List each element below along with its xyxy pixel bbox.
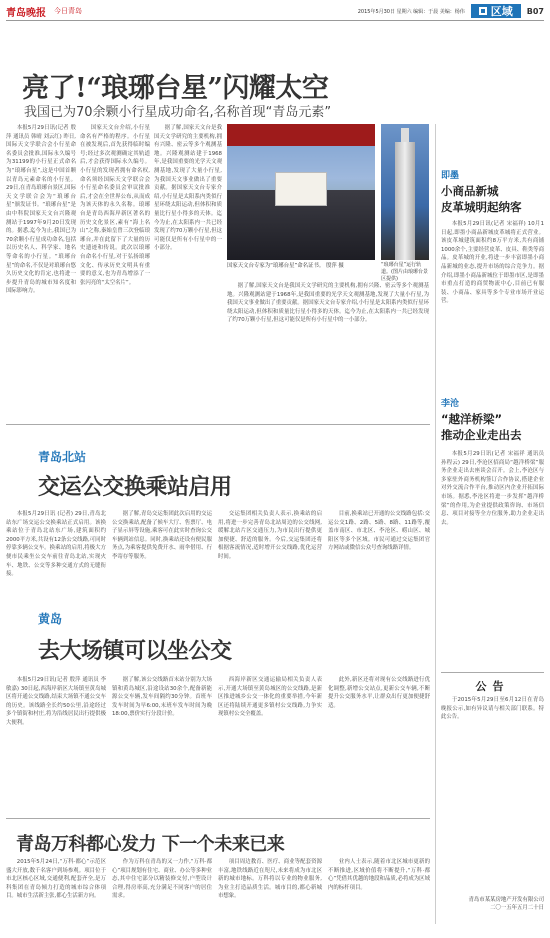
north-col2 — [112, 510, 212, 604]
north-col4 — [328, 510, 430, 604]
sidebar-text-2 — [441, 450, 544, 670]
huangdao-col2 — [112, 676, 212, 772]
main-article-col4 — [227, 282, 429, 418]
paragraph: 据了解,国家天文台是我国天文学研究的主要机构,拥有兴隆、密云等多个观测基地。兴隆观测站建于1968年,是我国重要的光学天文观测基地,发现了大量小行星,为我国天文事业做出了重要贡献。据国家天文台专家介绍,小行星是太阳系内类似行星环绕太阳运动,但体积和质量比行星小得多的天体。迄今为止,在太阳系内一共已经发现了约70万颗小行星,但这可能仅是所有小行星中的一小部分。 — [154, 125, 222, 252]
wanke-col2 — [112, 858, 212, 932]
paragraph: 2015年5月24日,“万科·都心”示范区盛大开放,数千名客户到场参观。项目位于市北区核心区域,交通便利,配套齐全,是万科集团在青岛倾力打造的城市综合体项目。城市生活新主张,都心生活新方向。 — [6, 859, 106, 900]
wanke-col4 — [328, 858, 430, 932]
paragraph: 据了解,青岛交运集团此次启用的交运公交换乘站,配备了候车大厅、售票厅、电子显示屏等设施,乘客可在此实时查询公交车辆到站信息。同时,换乘站还设有便民服务点,为乘客提供免费开水、雨伞借用、行李寄存等服务。 — [112, 511, 212, 560]
wanke-col3 — [218, 858, 322, 932]
section-divider-wanke — [6, 818, 430, 819]
sidebar-title-1b: 皮革城明起纳客 — [441, 200, 522, 214]
certificate-image — [275, 172, 327, 206]
huangdao-col1 — [6, 676, 106, 772]
huangdao-col4 — [328, 676, 430, 772]
photo-caption: 国家天文台专家为“琅琊台星”命名证书。 殷萍 摄 — [227, 263, 344, 269]
sidebar-divider — [435, 124, 436, 924]
paragraph: 本报5月29日讯 (记者) 29日,青岛北站东广场交运公交换乘站正式启用。该换乘站位于青岛北站东广场,建筑面积约2000平方米,共设有12条公交线路,可同时停靠多辆公交车。换乘站的启用,将极大方便市民乘坐公交车前往青岛北站,实现火车、地铁、公交等多种交通方式的无缝衔接。 — [6, 511, 106, 578]
section-name: 今日青岛 — [54, 7, 82, 15]
paragraph: 本报5月29日讯(记者 宋福祥 通讯员 孙程云) 29日,李沧区招商局“越洋桥梁”服务企业走出去座谈会召开。会上,李沧区与多家驻外商务机构签订合作协议,搭建企业对外交流合作平台,推动区内企业开拓国际市场。据悉,李沧区将进一步发挥“越洋桥梁”的作用,为企业提供政策咨询、市场信息、项目对接等全方位服务,助力企业走出去。 — [441, 451, 544, 526]
section-divider-north — [6, 424, 430, 425]
main-headline: 亮了!“琅琊台星”闪耀太空 — [22, 73, 329, 104]
paragraph: 本报5月29日讯(记者 宋福祥) 10月1日起,即墨小商品新城皮革城将正式营业。该皮革城建筑面积约8万平方米,共有商铺1000余个,主要经营皮革、皮具、鞋类等商品。皮革城的开业,将进一步丰富即墨小商品新城的业态,提升市场的综合竞争力。据介绍,即墨小商品新城位于即墨市区,是即墨市重点打造的商贸物流中心,目前已有服装、小商品、家具等多个专业市场开业运营。 — [441, 221, 544, 305]
paragraph: 本报5月29日讯(记者 殷萍 通讯员 韩晴 刘云红) 昨日,国际天文学联合会小行星命名委员会批准,国际永久编号为31199的小行星正式命名为“琅琊台星”,这是中国首颗以青岛元素命名的小行星。29日,在青岛琅琊台景区,国际天文学联合会为“琅琊台星”颁发证书。“琅琊台星”是由中科院国家天文台兴隆观测站于1997年9月20日发现的。据悉,迄今为止,我国已为70余颗小行星成功命名,包括以历史名人、科学家、地名等命名的小行星。“琅琊台星”的命名,不仅是对琅琊台悠久历史文化的肯定,也将进一步提升青岛的城市知名度和国际影响力。 — [6, 125, 76, 295]
sidebar-label-jimo: 即墨 — [441, 171, 460, 181]
sidebar-title-2a: “越洋桥梁” — [441, 412, 503, 426]
paragraph: 本报5月29日讯(记者 殷萍 通讯员 李敏嘉) 30日起,西海岸新区大场镇至黄岛城区将开通公交线路,结束大场镇不通公交车的历史。该线路全长约50公里,沿途经过多个镇街和村庄,将为沿线居民出行提供极大便利。 — [6, 677, 106, 726]
sidebar-title-1a: 小商品新城 — [441, 184, 499, 198]
newspaper-logo: 青岛晚报 — [6, 7, 46, 19]
sidebar-title-2b: 推动企业走出去 — [441, 428, 522, 442]
paragraph: 据了解,国家天文台是我国天文学研究的主要机构,拥有兴隆、密云等多个观测基地。兴隆观测站建于1968年,是我国重要的光学天文观测基地,发现了大量小行星,为我国天文事业做出了重要贡献。据国家天文台专家介绍,小行星是太阳系内类似行星环绕太阳运动,但体积和质量比行星小得多的天体。迄今为止,在太阳系内一共已经发现了约70万颗小行星,但这可能仅是所有小行星中的一小部分。 — [227, 283, 429, 324]
top-divider — [6, 20, 544, 21]
section-title-huangdao: 去大场镇可以坐公交 — [38, 639, 232, 664]
page-number: B07 — [526, 6, 544, 16]
main-article-col1 — [6, 124, 76, 418]
notice-divider — [441, 672, 544, 673]
sidebar-text-1 — [441, 220, 544, 390]
main-article-col3 — [154, 124, 222, 418]
masthead — [6, 4, 544, 18]
main-article-col2 — [80, 124, 150, 418]
paragraph: 国家天文台介绍,小行星命名有严格的程序。小行星在被发现后,首先获得临时编号;经过多次观测确定其轨道后,才会获得国际永久编号。小行星的发现者拥有命名权,命名须经国际天文学联合会小行星命名委员会审议批准后,才会在全世界公布,从而成为该天体的永久名称。琅琊台是青岛西海岸新区著名的历史文化景区,素有“海上名山”之称,秦始皇曾三次登临琅琊台,并在此留下了大量的历史遗迹和传说。此次以琅琊台命名小行星,对于弘扬琅琊文化、传承历史文明具有重要的意义,也为青岛增添了一张闪亮的“太空名片”。 — [80, 125, 150, 286]
section-label-huangdao: 黄岛 — [38, 612, 63, 626]
section-title-north: 交运公交换乘站启用 — [38, 475, 232, 500]
issue-date: 2015年5月30日 星期六 编辑：于晨 美编：杨伟 — [357, 8, 465, 15]
photo2-caption: “琅琊台星”运行轨道。(图片由琅琊台景区提供) — [381, 262, 428, 282]
section-tag — [471, 4, 521, 18]
main-subhead: 我国已为70余颗小行星成功命名,名称首现“青岛元素” — [24, 105, 332, 120]
paragraph: 目前,换乘站已开通的公交线路包括:交运公交1路、2路、5路、8路、11路等,覆盖市南区、市北区、李沧区、崂山区、城阳区等多个区域。市民可通过交运集团官方网站或微信公众号查询线路详情。 — [328, 511, 430, 552]
paragraph: 作为万科在青岛的又一力作,“万科·都心”项目规划有住宅、商业、办公等多种业态,其中住宅部分以精装修交付,户型设计合理,得房率高,充分满足不同客户的居住需求。 — [112, 859, 212, 900]
paragraph: 于2015年5月29日至6月12日在青岛晚报公示,如有异议请与相关部门联系。特此公告。 — [441, 697, 544, 721]
section-label-north: 青岛北站 — [38, 450, 87, 464]
paragraph: 交运集团相关负责人表示,换乘站的启用,将进一步完善青岛北站周边的公交线网,缓解北站片区交通压力,为市民出行提供更加便捷、舒适的服务。今后,交运集团还将根据客流情况,适时增开公交线路,优化运营时间。 — [218, 511, 322, 560]
tower-shape — [395, 142, 415, 260]
sidebar-label-licang: 李沧 — [441, 399, 460, 409]
ceremony-photo — [227, 124, 375, 260]
paragraph: 项目周边教育、医疗、商业等配套资源丰富,地铁线路近在咫尺,未来将成为市北区新的城市地标。万科将以专业的物业服务,为业主打造品质生活。城市目的,都心新城市想象。 — [218, 859, 322, 900]
notice-title: 公告 — [475, 680, 510, 693]
notice-signature: 青岛市某某房地产开发有限公司 二〇一五年五月二十日 — [468, 897, 544, 911]
paragraph: 西海岸新区交通运输局相关负责人表示,开通大场镇至黄岛城区的公交线路,是新区推进城乡公交一体化的重要举措,今年新区还将陆续开通更多镇村公交线路,力争实现镇村公交全覆盖。 — [218, 677, 322, 718]
paragraph: 业内人士表示,随着市北区城市更新的不断推进,区域价值将不断提升,“万科·都心”凭借其优越的地段和品质,必将成为区域内的标杆项目。 — [328, 859, 430, 891]
paragraph: 此外,新区还将对现有公交线路进行优化调整,新增公交站点,更新公交车辆,不断提升公交服务水平,让群众出行更加便捷舒适。 — [328, 677, 430, 709]
section-tag-label: 区域 — [490, 5, 513, 18]
notice-text — [441, 696, 544, 892]
wanke-col1 — [6, 858, 106, 932]
section-title-wanke: 青岛万科都心发力 下一个未来已来 — [16, 834, 285, 855]
north-col3 — [218, 510, 322, 604]
north-col1 — [6, 510, 106, 604]
photo-banner — [227, 124, 375, 146]
square-icon — [479, 7, 487, 15]
huangdao-col3 — [218, 676, 322, 772]
tower-photo — [381, 124, 429, 260]
paragraph: 据了解,该公交线路首末站分别为大场镇和黄岛城区,沿途设站30余个,配备新能源公交车辆,发车间隔约30分钟。首班车发车时间为早6:00,末班车发车时间为晚18:00,票价实行分段计价。 — [112, 677, 212, 718]
